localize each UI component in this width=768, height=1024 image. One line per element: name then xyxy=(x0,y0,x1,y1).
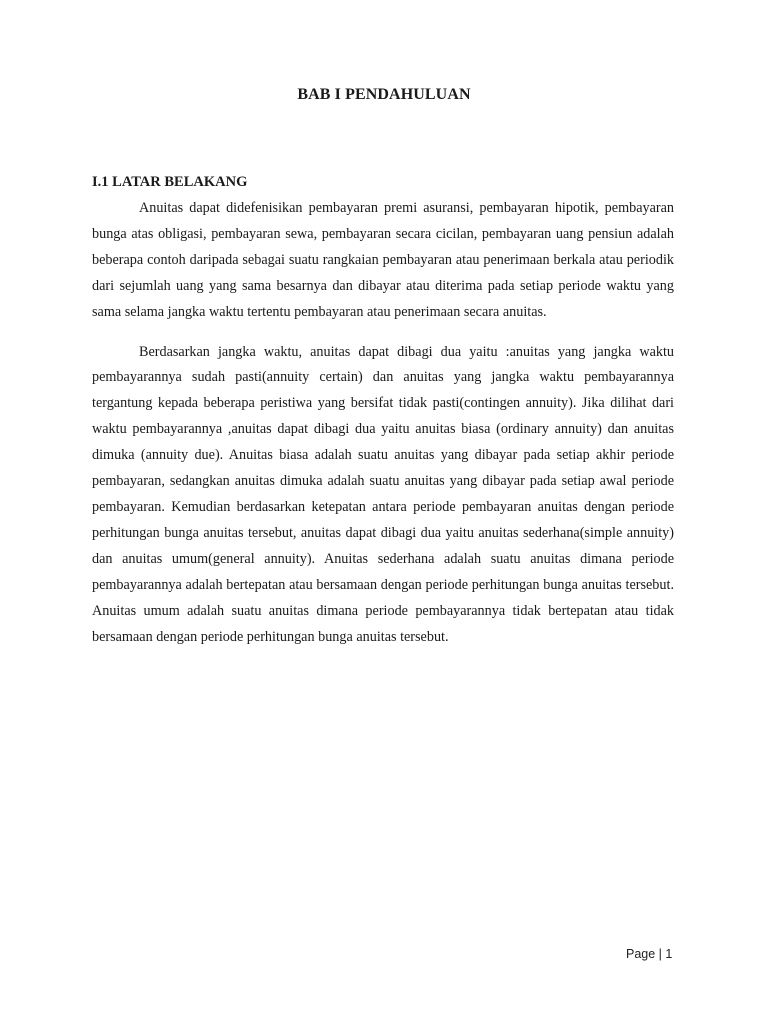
paragraph-1: Anuitas dapat didefenisikan pembayaran premi asuransi, pembayaran hipotik, pembayaran bunga atas obligasi, pembayaran sewa, pembayaran secara cicilan, pembayaran uang pensiun adalah beberapa contoh daripada sebagai suatu rangkaian pembayaran atau penerimaan berkala atau periodik dari sejumlah uang yang sama besarnya dan dibayar atau diterima pada setiap periode waktu yang sama selama jangka waktu tertentu pembayaran atau penerimaan secara anuitas. xyxy=(92,200,674,320)
paragraph-2: Berdasarkan jangka waktu, anuitas dapat dibagi dua yaitu :anuitas yang jangka waktu pembayarannya sudah pasti(annuity certain) dan anuitas yang jangka waktu pembayarannya tergantung kepada beberapa peristiwa yang bersifat tidak pasti(contingen annuity). Jika dilihat dari waktu pembayarannya ,anuitas dapat dibagi dua yaitu anuitas biasa (ordinary annuity) dan anuitas dimuka (annuity due). Anuitas biasa adalah suatu anuitas yang dibayar pada setiap akhir periode pembayaran, sedangkan anuitas dimuka adalah suatu anuitas yang dibayar pada setiap awal periode pembayaran. Kemudian berdasarkan ketepatan antara periode pembayaran anuitas dengan periode perhitungan bunga anuitas tersebut, anuitas dapat dibagi dua yaitu anuitas sederhana(simple annuity) dan anuitas umum(general annuity). Anuitas sederhana adalah suatu anuitas dimana periode pembayarannya adalah bertepatan atau bersamaan dengan periode perhitungan bunga anuitas tersebut. Anuitas umum adalah suatu anuitas dimana periode pembayarannya tidak bertepatan atau tidak bersamaan dengan periode perhitungan bunga anuitas tersebut. xyxy=(92,343,674,645)
chapter-title: BAB I PENDAHULUAN xyxy=(297,86,471,103)
page-number: Page | 1 xyxy=(626,947,673,961)
section-body xyxy=(92,196,674,650)
section-heading: I.1 LATAR BELAKANG xyxy=(92,174,248,190)
